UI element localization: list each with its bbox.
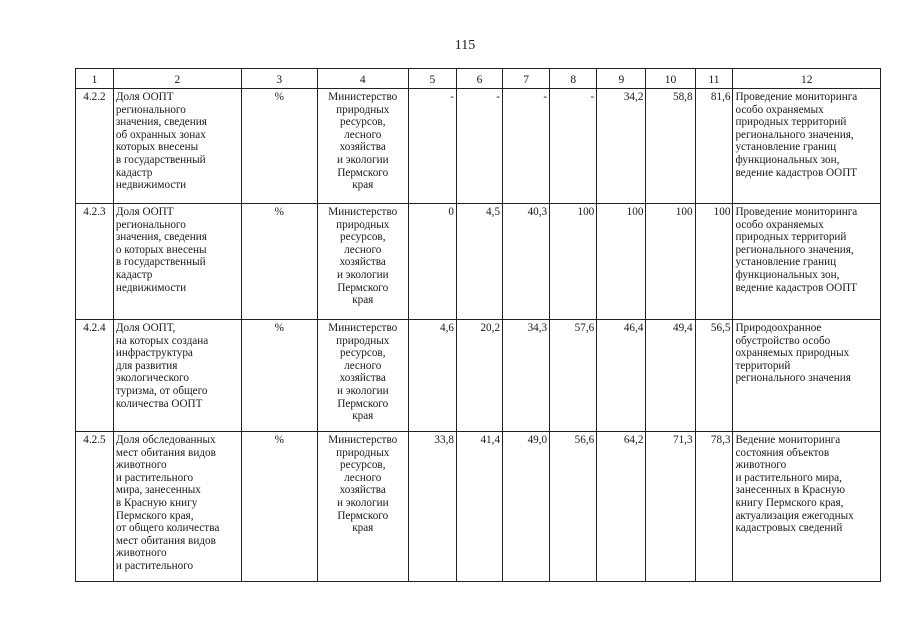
column-header: 5: [408, 69, 456, 89]
table-header-row: [76, 69, 881, 89]
value-cell: 40,3: [503, 204, 550, 320]
activity-description: Проведение мониторинга особо охраняемых природных территорий регионального значения, установление границ функциональных зон, ведение кадастров ООПТ: [735, 206, 858, 294]
value-cell: 100: [646, 204, 695, 320]
indicator-name: Доля ООПТ регионального значения, сведения об охранных зонах которых внесены в государственный кадастр недвижимости: [115, 91, 207, 192]
responsible-org: Министерство природных ресурсов, лесного хозяйства и экологии Пермского края: [328, 322, 398, 423]
column-header: 8: [550, 69, 597, 89]
indicators-table: [75, 68, 881, 582]
value-cell: 71,3: [646, 432, 695, 582]
indicator-unit: %: [241, 89, 317, 204]
value-cell: 49,4: [646, 320, 695, 432]
value-cell: 100: [695, 204, 733, 320]
column-header: 1: [76, 69, 114, 89]
column-header: 4: [317, 69, 408, 89]
page-number: 115: [454, 38, 476, 53]
value-cell: 34,2: [597, 89, 646, 204]
value-cell: 57,6: [550, 320, 597, 432]
table-row: [76, 89, 881, 204]
column-header: 10: [646, 69, 695, 89]
table-row: [76, 320, 881, 432]
column-header: 6: [456, 69, 502, 89]
value-cell: 78,3: [695, 432, 733, 582]
value-cell: 49,0: [503, 432, 550, 582]
indicator-code: 4.2.5: [76, 432, 114, 582]
column-header: 9: [597, 69, 646, 89]
indicator-unit: %: [241, 320, 317, 432]
indicator-name: Доля обследованных мест обитания видов животного и растительного мира, занесенных в Красную книгу Пермского края, от общего количества мест обитания видов животного и растительного: [115, 434, 220, 572]
indicator-name: Доля ООПТ, на которых создана инфраструктура для развития экологического туризма, от общего количества ООПТ: [115, 322, 209, 410]
value-cell: -: [408, 89, 456, 204]
activity-description: Ведение мониторинга состояния объектов животного и растительного мира, занесенных в Красную книгу Пермского края, актуализация ежегодных кадастровых сведений: [735, 434, 854, 535]
indicator-unit: %: [241, 204, 317, 320]
value-cell: 81,6: [695, 89, 733, 204]
value-cell: 58,8: [646, 89, 695, 204]
indicator-unit: %: [241, 432, 317, 582]
value-cell: 100: [550, 204, 597, 320]
value-cell: 0: [408, 204, 456, 320]
value-cell: 64,2: [597, 432, 646, 582]
responsible-org: Министерство природных ресурсов, лесного хозяйства и экологии Пермского края: [328, 434, 398, 535]
activity-description: Проведение мониторинга особо охраняемых природных территорий регионального значения, установление границ функциональных зон, ведение кадастров ООПТ: [735, 91, 858, 179]
value-cell: 20,2: [456, 320, 502, 432]
value-cell: 56,5: [695, 320, 733, 432]
value-cell: 56,6: [550, 432, 597, 582]
value-cell: 46,4: [597, 320, 646, 432]
table-row: [76, 432, 881, 582]
value-cell: 4,5: [456, 204, 502, 320]
indicator-code: 4.2.2: [76, 89, 114, 204]
column-header: 3: [241, 69, 317, 89]
column-header: 7: [503, 69, 550, 89]
value-cell: 4,6: [408, 320, 456, 432]
column-header: 11: [695, 69, 733, 89]
responsible-org: Министерство природных ресурсов, лесного хозяйства и экологии Пермского края: [328, 206, 398, 307]
value-cell: 100: [597, 204, 646, 320]
value-cell: 33,8: [408, 432, 456, 582]
value-cell: -: [550, 89, 597, 204]
column-header: 12: [733, 69, 881, 89]
column-header: 2: [113, 69, 241, 89]
value-cell: -: [456, 89, 502, 204]
responsible-org: Министерство природных ресурсов, лесного хозяйства и экологии Пермского края: [328, 91, 398, 192]
value-cell: 41,4: [456, 432, 502, 582]
indicator-code: 4.2.4: [76, 320, 114, 432]
indicator-name: Доля ООПТ регионального значения, сведения о которых внесены в государственный кадастр недвижимости: [115, 206, 207, 294]
indicator-code: 4.2.3: [76, 204, 114, 320]
table-row: [76, 204, 881, 320]
value-cell: -: [503, 89, 550, 204]
activity-description: Природоохранное обустройство особо охраняемых природных территорий регионального значения: [735, 322, 851, 385]
value-cell: 34,3: [503, 320, 550, 432]
